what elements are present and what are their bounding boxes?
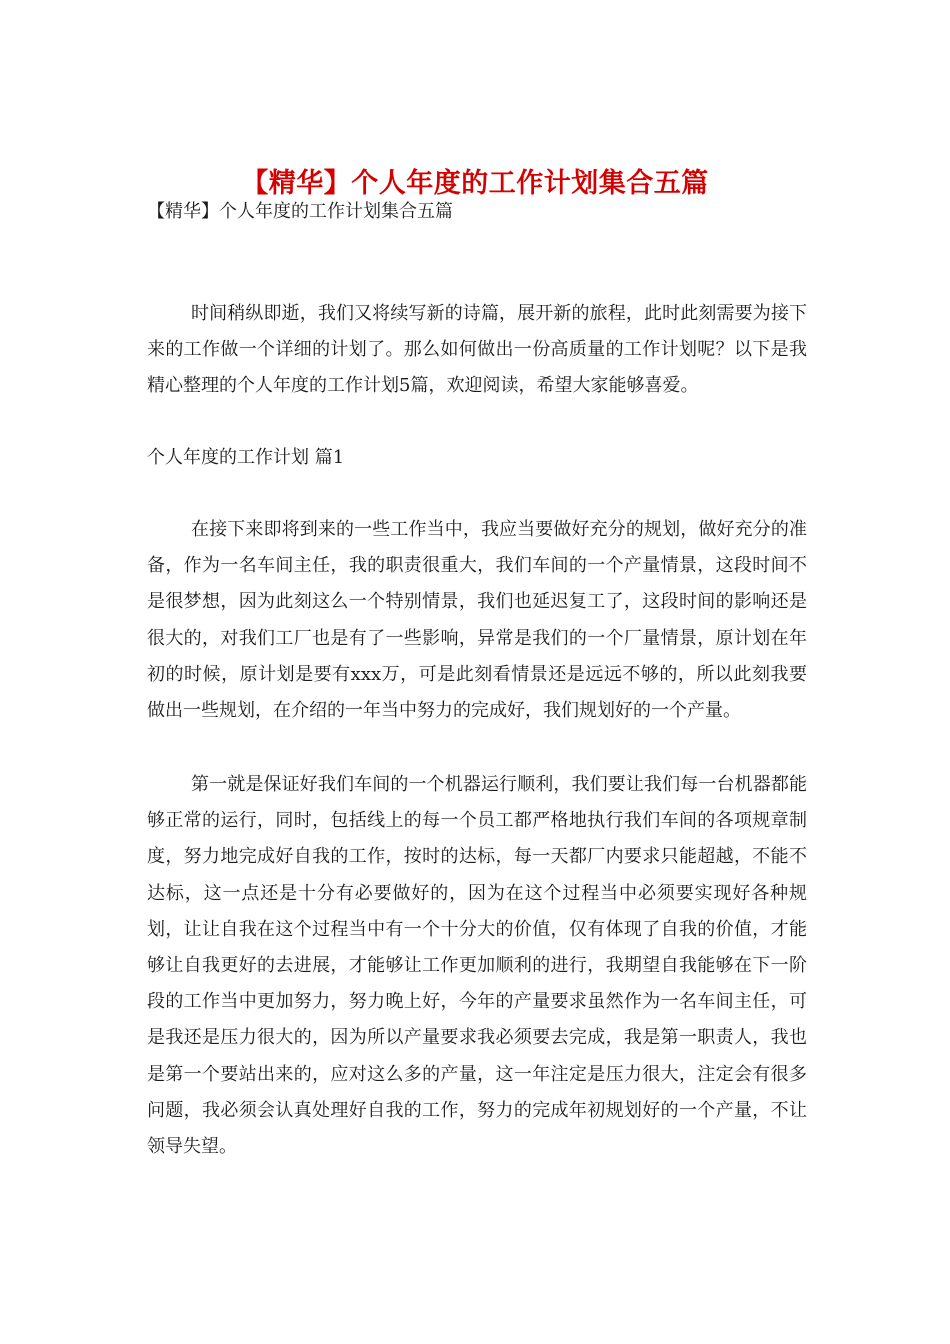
section-heading: 个人年度的工作计划 篇1 (147, 447, 345, 468)
body-paragraph: 第一就是保证好我们车间的一个机器运行顺利，我们要让我们每一台机器都能够正常的运行，同时，包括线上的每一个员工都严格地执行我们车间的各项规章制度，努力地完成好自我的工作，按时的达标，每一天都厂内要求只能超越，不能不达标，这一点还是十分有必要做好的，因为在这个过程当中必须要实现好各种规划，让让自我在这个过程当中有一个十分大的价值，仅有体现了自我的价值，才能够让自我更好的去进展，才能够让工作更加顺利的进行，我期望自我能够在下一阶段的工作当中更加努力，努力晚上好，今年的产量要求虽然作为一名车间主任，可是我还是压力很大的，因为所以产量要求我必须要去完成，我是第一职责人，我也是第一个要站出来的，应对这么多的产量，这一年注定是压力很大，注定会有很多问题，我必须会认真处理好自我的工作，努力的完成年初规划好的一个产量，不让领导失望。 (147, 774, 807, 1158)
body-paragraph: 在接下来即将到来的一些工作当中，我应当要做好充分的规划，做好充分的准备，作为一名车间主任，我的职责很重大，我们车间的一个产量情景，这段时间不是很梦想，因为此刻这么一个特别情景，我们也延迟复工了，这段时间的影响还是很大的，对我们工厂也是有了一些影响，异常是我们的一个厂量情景，原计划在年初的时候，原计划是要有xxx万，可是此刻看情景还是远远不够的，所以此刻我要做出一些规划，在介绍的一年当中努力的完成好，我们规划好的一个产量。 (147, 519, 807, 722)
document-title: 【精华】个人年度的工作计划集合五篇 (241, 168, 709, 200)
document-subtitle: 【精华】个人年度的工作计划集合五篇 (147, 201, 453, 222)
intro-paragraph: 时间稍纵即逝，我们又将续写新的诗篇，展开新的旅程，此时此刻需要为接下来的工作做一个详细的计划了。那么如何做出一份高质量的工作计划呢？以下是我精心整理的个人年度的工作计划5篇，欢迎阅读，希望大家能够喜爱。 (147, 303, 807, 397)
